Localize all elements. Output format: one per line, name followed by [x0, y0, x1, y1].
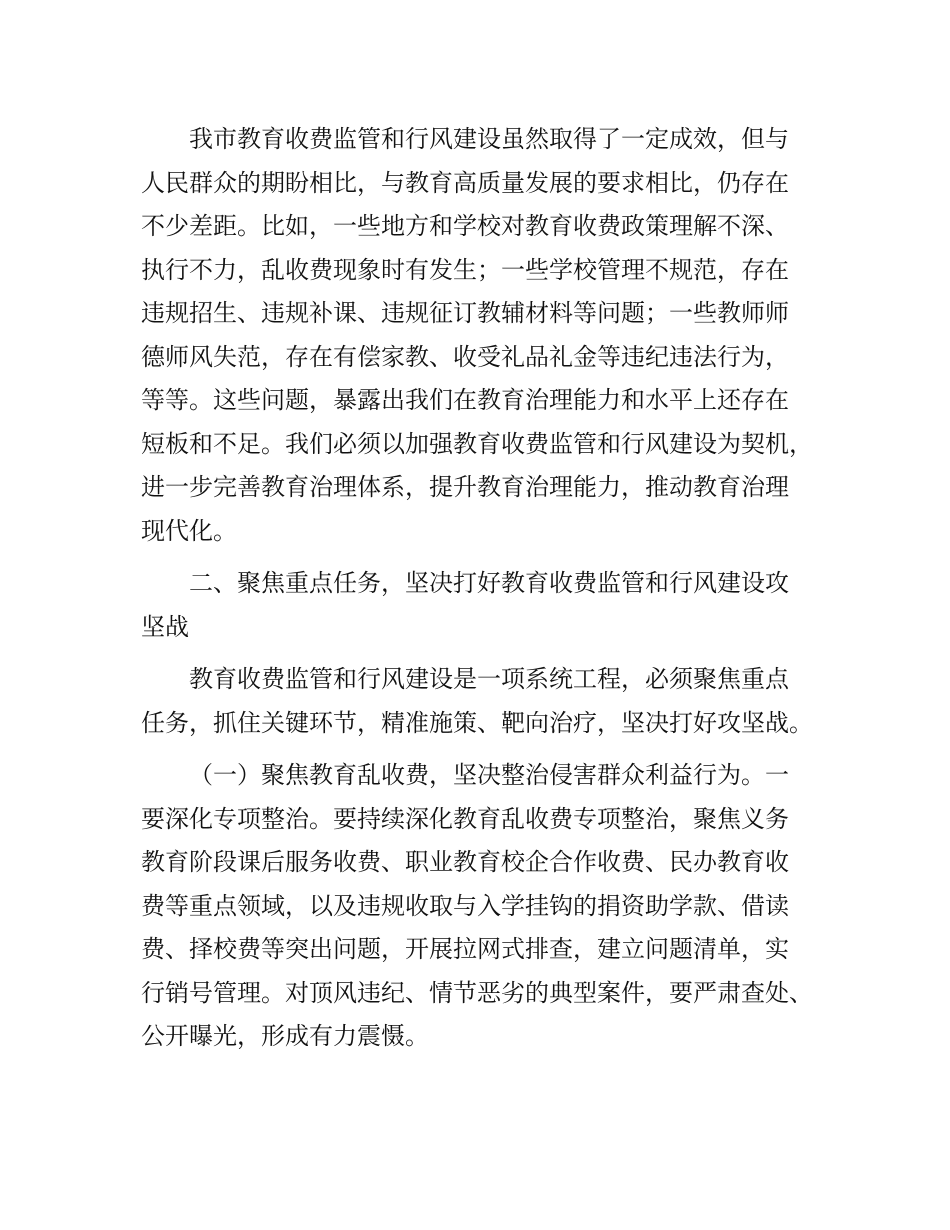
- text-line: 违规招生、违规补课、违规征订教辅材料等问题；一些教师师: [141, 299, 789, 327]
- text-line: （一）聚焦教育乱收费，坚决整治侵害群众利益行为。一: [189, 761, 789, 789]
- text-line: 公开曝光，形成有力震慑。: [141, 1022, 429, 1050]
- text-line: 短板和不足。我们必须以加强教育收费监管和行风建设为契机，: [141, 429, 813, 458]
- paragraph-remaining-gaps: [141, 118, 831, 553]
- text-line: 费、择校费等突出问题，开展拉网式排查，建立问题清单，实: [141, 935, 789, 963]
- document-body: [141, 118, 831, 1059]
- paragraph-spacing: [141, 745, 831, 754]
- text-line: 现代化。: [141, 516, 237, 545]
- text-line: 我市教育收费监管和行风建设虽然取得了一定成效，但与: [189, 125, 789, 153]
- text-line: 等等。这些问题，暴露出我们在教育治理能力和水平上还存在: [141, 386, 789, 414]
- text-line: 德师风失范，存在有偿家教、收受礼品礼金等违纪违法行为，: [141, 342, 789, 371]
- text-line: 教育阶段课后服务收费、职业教育校企合作收费、民办教育收: [141, 848, 789, 876]
- text-line: 教育收费监管和行风建设是一项系统工程，必须聚焦重点: [189, 665, 789, 693]
- heading-line: 二、聚焦重点任务，坚决打好教育收费监管和行风建设攻: [189, 569, 789, 597]
- paragraph-system-project: [141, 658, 831, 745]
- text-line: 进一步完善教育治理体系，提升教育治理能力，推动教育治理: [141, 473, 789, 501]
- paragraph-subsection-one: [141, 754, 831, 1059]
- text-line: 要深化专项整治。要持续深化教育乱收费专项整治，聚焦义务: [141, 804, 789, 833]
- paragraph-spacing: [141, 553, 831, 562]
- paragraph-spacing: [141, 649, 831, 658]
- section-heading-two: [141, 562, 831, 649]
- heading-line: 坚战: [141, 612, 189, 641]
- text-line: 任务，抓住关键环节，精准施策、靶向治疗，坚决打好攻坚战。: [141, 708, 813, 737]
- text-line: 执行不力，乱收费现象时有发生；一些学校管理不规范，存在: [141, 255, 789, 284]
- text-line: 人民群众的期盼相比，与教育高质量发展的要求相比，仍存在: [141, 168, 789, 197]
- text-line: 费等重点领域，以及违规收取与入学挂钩的捐资助学款、借读: [141, 891, 789, 920]
- text-line: 不少差距。比如，一些地方和学校对教育收费政策理解不深、: [141, 212, 789, 240]
- text-line: 行销号管理。对顶风违纪、情节恶劣的典型案件，要严肃查处、: [141, 978, 813, 1007]
